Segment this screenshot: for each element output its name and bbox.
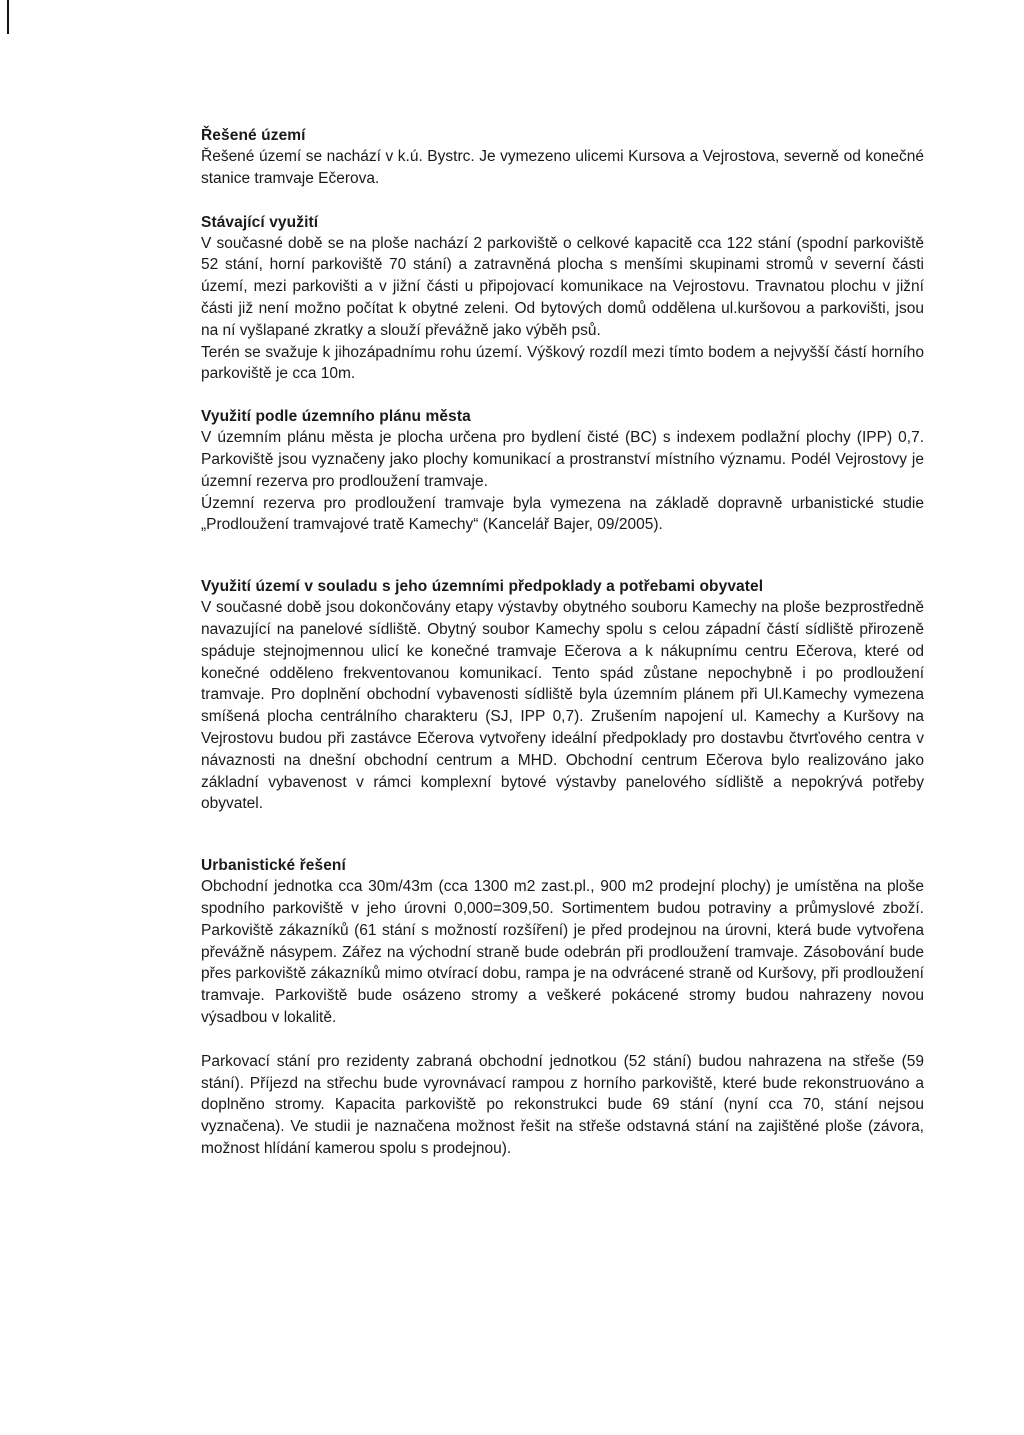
scan-edge-mark bbox=[7, 0, 9, 34]
document-body bbox=[201, 125, 924, 1160]
paragraph: V územním plánu města je plocha určena pro bydlení čisté (BC) s indexem podlažní plochy (IPP) 0,7. Parkoviště jsou vyznačeny jako plochy komunikací a prostranství místního významu. Podél Vejrostovy je územní rezerva pro prodloužení tramvaje. bbox=[201, 429, 924, 490]
section-heading: Využití podle územního plánu města bbox=[201, 408, 471, 426]
paragraph: V současné době jsou dokončovány etapy výstavby obytného souboru Kamechy na ploše bezprostředně navazující na panelové sídliště. Obytný soubor Kamechy spolu s celou západní částí sídliště přirozeně spáduje stejnojmennou ulicí ke konečné tramvaje Ečerova a k nákupnímu centru Ečerova, které od konečné odděleno frekventovanou komunikací. Tento spád zůstane nepochybně i po prodloužení tramvaje. Pro doplnění obchodní vybavenosti sídliště byla územním plánem při Ul.Kamechy vymezena smíšená plocha centrálního charakteru (SJ, IPP 0,7). Zrušením napojení ul. Kamechy a Kuršovy na Vejrostovu budou při zastávce Ečerova vytvořeny ideální předpoklady pro dostavbu čtvrťového centra v návaznosti na dnešní obchodní centrum a MHD. Obchodní centrum Ečerova bylo realizováno jako základní vybavenost v rámci komplexní bytové výstavby panelového sídliště a nepokrývá potřeby obyvatel. bbox=[201, 599, 924, 813]
paragraph: V současné době se na ploše nachází 2 parkoviště o celkové kapacitě cca 122 stání (spodní parkoviště 52 stání, horní parkoviště 70 stání) a zatravněná plocha s menšími skupinami stromů v severní části území, mezi parkovišti a v jižní části u připojovací komunikace na Vejrostovu. Travnatou plochu v jižní části již není možno počítat k obytné zeleni. Od bytových domů oddělena ul.kuršovou a parkovišti, jsou na ní vyšlapané zkratky a slouží převážně jako výběh psů. bbox=[201, 234, 924, 339]
section-heading: Stávající využití bbox=[201, 213, 319, 231]
section-heading: Řešené území bbox=[201, 127, 306, 144]
paragraph: Obchodní jednotka cca 30m/43m (cca 1300 m2 zast.pl., 900 m2 prodejní plochy) je umístěna na ploše spodního parkoviště v jeho úrovni 0,000=309,50. Sortimentem budou potraviny a průmyslové zboží. Parkoviště zákazníků (61 stání s možností rozšíření) je před prodejnou na úrovni, která bude vytvořena převážně násypem. Zářez na východní straně bude odebrán při prodloužení tramvaje. Zásobování bude přes parkoviště zákazníků mimo otvírací dobu, rampa je na odvrácené straně od Kuršovy, při prodloužení tramvaje. Parkoviště bude osázeno stromy a veškeré pokácené stromy budou nahrazeny novou výsadbou v lokalitě. bbox=[201, 878, 924, 1026]
paragraph: Terén se svažuje k jihozápadnímu rohu území. Výškový rozdíl mezi tímto bodem a nejvyšší částí horního parkoviště je cca 10m. bbox=[201, 343, 924, 383]
paragraph: Řešené území se nachází v k.ú. Bystrc. Je vymezeno ulicemi Kursova a Vejrostova, severně od konečné stanice tramvaje Ečerova. bbox=[201, 148, 924, 187]
section-heading: Urbanistické řešení bbox=[201, 857, 346, 875]
section-urbanisticke-reseni bbox=[201, 855, 924, 1160]
section-heading: Využití území v souladu s jeho územními předpoklady a potřebami obyvatel bbox=[201, 578, 764, 596]
paragraph: Územní rezerva pro prodloužení tramvaje byla vymezena na základě dopravně urbanistické studie „Prodloužení tramvajové tratě Kamechy“ (Kancelář Bajer, 09/2005). bbox=[201, 494, 924, 534]
section-vyuziti-v-souladu bbox=[201, 576, 924, 815]
section-vyuziti-podle-up bbox=[201, 406, 924, 536]
section-resene-uzemi bbox=[201, 125, 924, 190]
section-stavajici-vyuziti bbox=[201, 212, 924, 386]
paragraph: Parkovací stání pro rezidenty zabraná obchodní jednotkou (52 stání) budou nahrazena na střeše (59 stání). Příjezd na střechu bude vyrovnávací rampou z horního parkoviště, které bude rekonstruováno a doplněno stromy. Kapacita parkoviště po rekonstrukci bude 69 stání (nyní cca 70, stání nejsou vyznačena). Ve studii je naznačena možnost řešit na střeše odstavná stání na zajištěné ploše (závora, možnost hlídání kamerou spolu s prodejnou). bbox=[201, 1052, 924, 1157]
